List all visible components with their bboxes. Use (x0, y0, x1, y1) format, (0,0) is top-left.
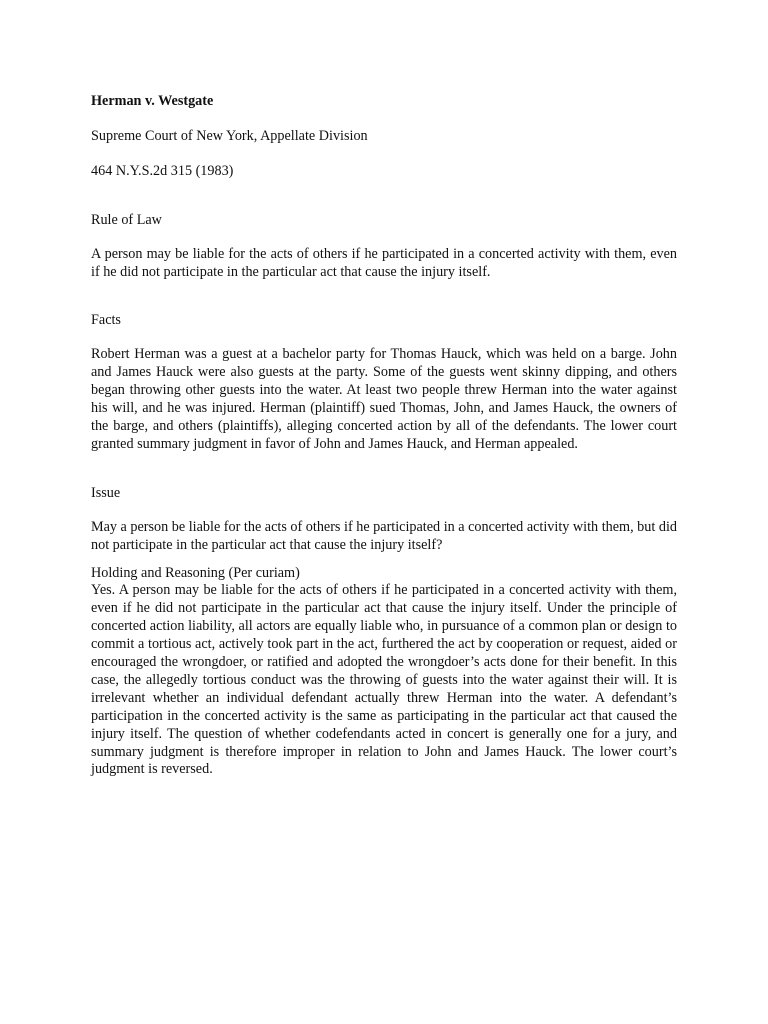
issue-heading: Issue (91, 484, 121, 501)
rule-of-law-heading: Rule of Law (91, 211, 162, 228)
court-name: Supreme Court of New York, Appellate Division (91, 127, 368, 144)
holding-heading: Holding and Reasoning (Per curiam) (91, 564, 300, 581)
issue-text: May a person be liable for the acts of others if he participated in a concerted activity with them, but did not participate in the particular act that cause the injury itself? (91, 518, 677, 553)
facts-text: Robert Herman was a guest at a bachelor party for Thomas Hauck, which was held on a barge. John and James Hauck were also guests at the party. Some of the guests went skinny dipping, and others began throwing other guests into the water. At least two people threw Herman into the water against his will, and he was injured. Herman (plaintiff) sued Thomas, John, and James Hauck, the owners of the barge, and others (plaintiffs), alleging concerted action by all of the defendants. The lower court granted summary judgment in favor of John and James Hauck, and Herman appealed. (91, 346, 677, 452)
rule-of-law-text: A person may be liable for the acts of others if he participated in a concerted activity with them, even if he did not participate in the particular act that cause the injury itself. (91, 245, 677, 280)
document-page (91, 93, 677, 779)
holding-text: Yes. A person may be liable for the acts of others if he participated in a concerted activity with them, even if he did not participate in the particular act that cause the injury itself. Under the principle of concerted action liability, all actors are equally liable who, in pursuance of a common plan or design to commit a tortious act, actively took part in the act, furthered the act by cooperation or request, aided or encouraged the wrongdoer, or ratified and adopted the wrongdoer’s acts done for their benefit. In this case, the allegedly tortious conduct was the throwing of guests into the water against their will. It is irrelevant whether an individual defendant actually threw Herman into the water. A defendant’s participation in the concerted activity is the same as participating in the particular act that caused the injury itself. The question of whether codefendants acted in concert is generally one for a jury, and summary judgment is therefore improper in relation to John and James Hauck. The lower court’s judgment is reversed. (91, 582, 677, 778)
case-title: Herman v. Westgate (91, 93, 214, 109)
facts-heading: Facts (91, 312, 121, 329)
case-citation: 464 N.Y.S.2d 315 (1983) (91, 162, 234, 179)
